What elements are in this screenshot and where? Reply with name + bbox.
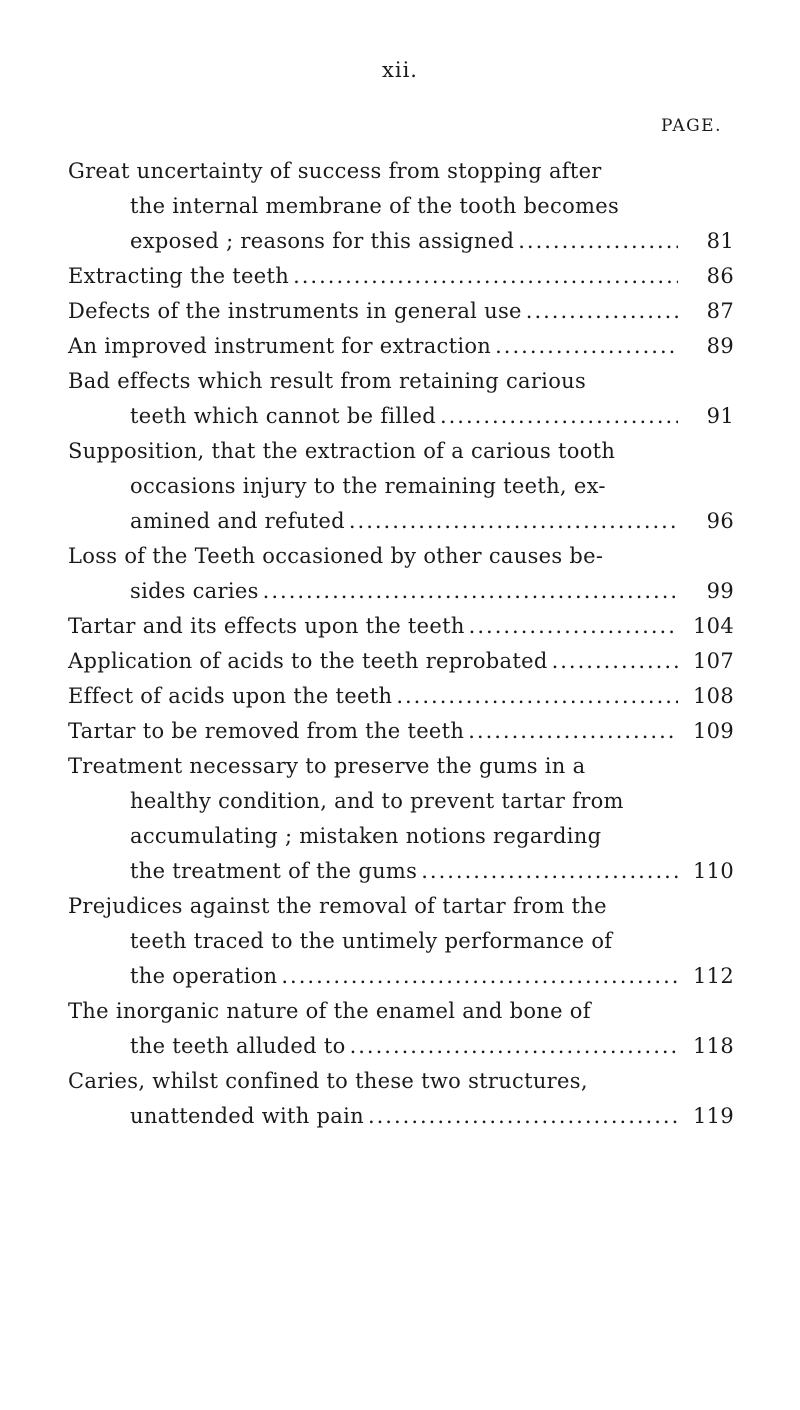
- toc-entry: [0, 329, 800, 364]
- toc-entry: [0, 1064, 800, 1134]
- toc-entry-line: [0, 224, 734, 259]
- toc-entry-line: [0, 854, 734, 889]
- toc-entry-line: [0, 364, 800, 399]
- toc-entry-line: [0, 644, 734, 679]
- toc-entry: [0, 154, 800, 259]
- toc-page-number: 108: [693, 684, 734, 708]
- table-of-contents: [0, 154, 800, 1134]
- dot-leader: [350, 1029, 678, 1064]
- toc-page-number: 96: [706, 509, 734, 533]
- toc-entry-text: teeth which cannot be filled: [130, 404, 436, 428]
- toc-entry-line: [0, 399, 734, 434]
- toc-entry-text: The inorganic nature of the enamel and bone of: [68, 999, 591, 1023]
- toc-entry-text: the teeth alluded to: [130, 1034, 346, 1058]
- toc-entry-text: Treatment necessary to preserve the gums in a: [68, 754, 586, 778]
- toc-entry-text: the operation: [130, 964, 278, 988]
- toc-entry-line: [0, 259, 734, 294]
- toc-entry-text: Prejudices against the removal of tartar from the: [68, 894, 607, 918]
- toc-entry-text: amined and refuted: [130, 509, 345, 533]
- toc-entry-line: [0, 959, 734, 994]
- toc-entry-line: [0, 889, 800, 924]
- dot-leader: [495, 329, 678, 364]
- toc-entry-text: the treatment of the gums: [130, 859, 418, 883]
- toc-entry-line: [0, 819, 800, 854]
- toc-entry-line: [0, 574, 734, 609]
- dot-leader: [440, 399, 678, 434]
- toc-entry-line: [0, 154, 800, 189]
- dot-leader: [281, 959, 678, 994]
- toc-entry-line: [0, 679, 734, 714]
- toc-entry-line: [0, 609, 734, 644]
- toc-entry: [0, 539, 800, 609]
- toc-entry-text: An improved instrument for extraction: [68, 334, 492, 358]
- toc-entry-text: Tartar and its effects upon the teeth: [68, 614, 465, 638]
- toc-entry-line: [0, 469, 800, 504]
- toc-entry: [0, 994, 800, 1064]
- toc-entry-line: [0, 714, 734, 749]
- toc-entry-text: exposed ; reasons for this assigned: [130, 229, 515, 253]
- toc-entry-line: [0, 329, 734, 364]
- toc-entry: [0, 609, 800, 644]
- dot-leader: [421, 854, 678, 889]
- toc-page-number: 99: [706, 579, 734, 603]
- toc-entry-line: [0, 994, 800, 1029]
- toc-entry: [0, 749, 800, 889]
- toc-page-number: 118: [693, 1034, 734, 1058]
- toc-entry-text: Bad effects which result from retaining carious: [68, 369, 587, 393]
- toc-entry-line: [0, 434, 800, 469]
- toc-entry-line: [0, 1029, 734, 1064]
- toc-entry: [0, 644, 800, 679]
- dot-leader: [518, 224, 678, 259]
- dot-leader: [469, 609, 678, 644]
- toc-entry-line: [0, 1064, 800, 1099]
- toc-entry-text: Effect of acids upon the teeth: [68, 684, 393, 708]
- toc-entry-text: sides caries: [130, 579, 259, 603]
- toc-entry: [0, 679, 800, 714]
- toc-entry-line: [0, 784, 800, 819]
- dot-leader: [293, 259, 678, 294]
- toc-entry-text: Great uncertainty of success from stopping after: [68, 159, 602, 183]
- toc-entry-line: [0, 749, 800, 784]
- dot-leader: [368, 1099, 678, 1134]
- toc-entry-line: [0, 504, 734, 539]
- toc-page-number: 110: [693, 859, 734, 883]
- toc-entry-text: Supposition, that the extraction of a carious tooth: [68, 439, 616, 463]
- toc-entry-line: [0, 189, 800, 224]
- toc-page-number: 81: [706, 229, 734, 253]
- toc-page-number: 91: [706, 404, 734, 428]
- dot-leader: [396, 679, 678, 714]
- toc-page-number: 119: [693, 1104, 734, 1128]
- toc-page-number: 109: [693, 719, 734, 743]
- toc-entry-text: Caries, whilst confined to these two structures,: [68, 1069, 588, 1093]
- toc-entry-text: the internal membrane of the tooth becomes: [130, 194, 620, 218]
- toc-entry-text: Extracting the teeth: [68, 264, 290, 288]
- dot-leader: [468, 714, 678, 749]
- toc-entry-text: Defects of the instruments in general use: [68, 299, 522, 323]
- toc-entry: [0, 889, 800, 994]
- toc-entry-text: healthy condition, and to prevent tartar from: [130, 789, 624, 813]
- toc-page-number: 104: [693, 614, 734, 638]
- toc-entry-line: [0, 924, 800, 959]
- toc-entry: [0, 714, 800, 749]
- toc-page-number: 87: [706, 299, 734, 323]
- dot-leader: [263, 574, 678, 609]
- toc-entry-text: teeth traced to the untimely performance of: [130, 929, 613, 953]
- dot-leader: [349, 504, 678, 539]
- toc-page-number: 86: [706, 264, 734, 288]
- toc-entry-text: Loss of the Teeth occasioned by other causes be-: [68, 544, 604, 568]
- toc-entry: [0, 364, 800, 434]
- toc-page-number: 112: [693, 964, 734, 988]
- toc-entry-text: accumulating ; mistaken notions regarding: [130, 824, 602, 848]
- toc-page-number: 89: [706, 334, 734, 358]
- toc-entry: [0, 259, 800, 294]
- toc-page-number: 107: [693, 649, 734, 673]
- page-column-label: PAGE.: [660, 116, 722, 136]
- toc-entry: [0, 434, 800, 539]
- toc-entry-text: Tartar to be removed from the teeth: [68, 719, 465, 743]
- page-folio: xii.: [382, 58, 418, 82]
- dot-leader: [552, 644, 678, 679]
- toc-entry-line: [0, 539, 800, 574]
- toc-entry-text: unattended with pain: [130, 1104, 364, 1128]
- toc-entry: [0, 294, 800, 329]
- dot-leader: [526, 294, 678, 329]
- toc-entry-line: [0, 1099, 734, 1134]
- toc-entry-text: occasions injury to the remaining teeth, ex-: [130, 474, 606, 498]
- toc-entry-text: Application of acids to the teeth reprobated: [68, 649, 548, 673]
- toc-entry-line: [0, 294, 734, 329]
